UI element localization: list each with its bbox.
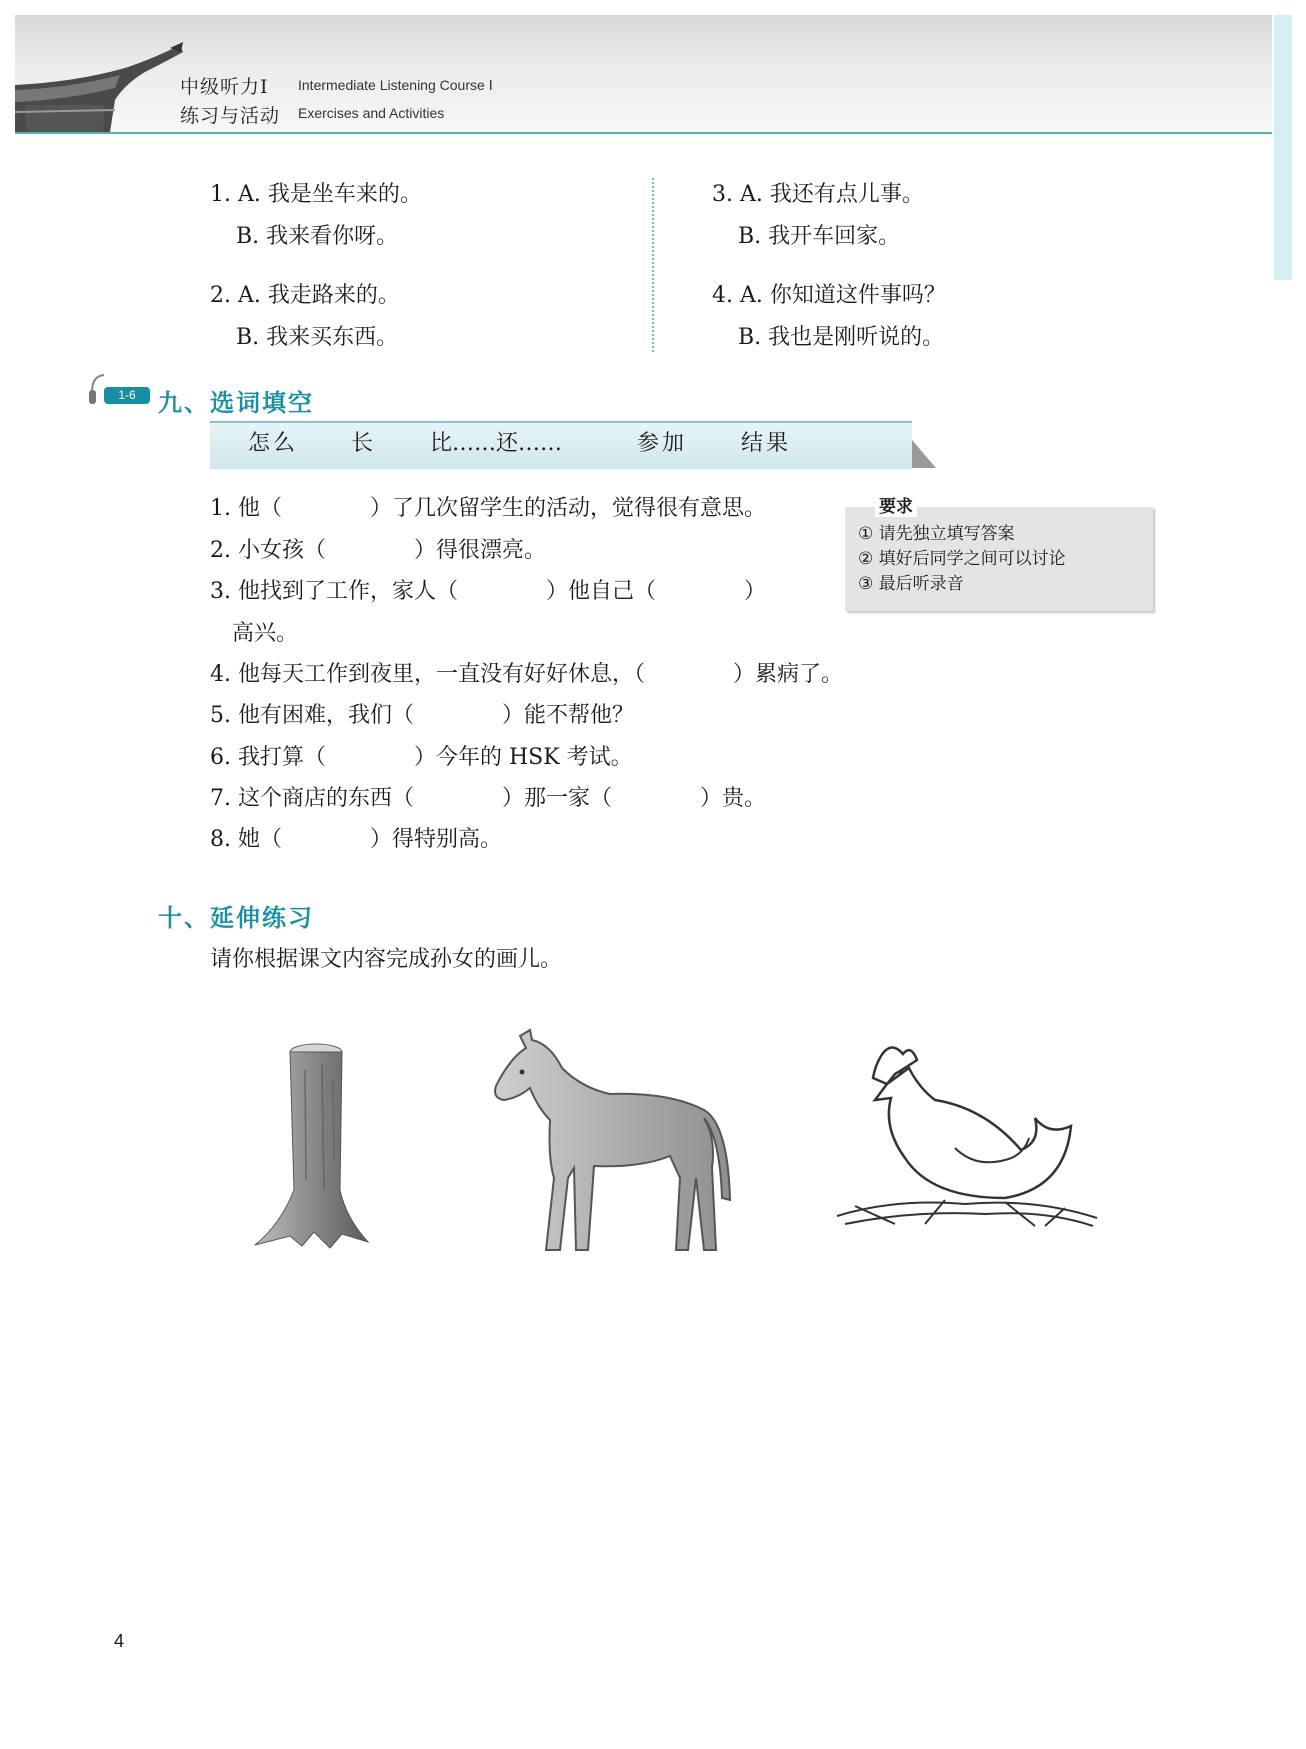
option-1a: 1. A. 我是坐车来的。 bbox=[210, 182, 422, 207]
section-9-title: 九、选词填空 bbox=[158, 389, 314, 417]
header-title-en: Intermediate Listening Course Ⅰ bbox=[298, 77, 493, 93]
header-title-cn: 中级听力Ⅰ bbox=[180, 76, 269, 98]
word-bank-item: 长 bbox=[351, 431, 377, 456]
question-3-cont: 高兴。 bbox=[232, 621, 299, 646]
requirements-title: 要求 bbox=[875, 492, 917, 517]
option-4b: B. 我也是刚听说的。 bbox=[738, 325, 945, 350]
tree-stump-drawing bbox=[250, 1040, 390, 1255]
word-bank-fold bbox=[912, 440, 936, 468]
option-2b: B. 我来买东西。 bbox=[236, 325, 399, 350]
question-2: 2. 小女孩（ ）得很漂亮。 bbox=[210, 538, 546, 563]
word-bank-item: 结果 bbox=[741, 431, 792, 456]
question-8: 8. 她（ ）得特别高。 bbox=[210, 827, 502, 852]
requirement-item: ① 请先独立填写答案 bbox=[858, 524, 1015, 544]
word-bank-item: 参加 bbox=[637, 431, 688, 456]
question-4: 4. 他每天工作到夜里，一直没有好好休息，（ ）累病了。 bbox=[210, 662, 843, 687]
option-4a: 4. A. 你知道这件事吗？ bbox=[712, 283, 946, 308]
question-6: 6. 我打算（ ）今年的 HSK 考试。 bbox=[210, 745, 633, 770]
column-divider bbox=[652, 178, 654, 352]
requirement-item: ② 填好后同学之间可以讨论 bbox=[858, 549, 1066, 569]
question-5: 5. 他有困难，我们（ ）能不帮他？ bbox=[210, 703, 634, 728]
header-subtitle-cn: 练习与活动 bbox=[180, 105, 281, 127]
option-3b: B. 我开车回家。 bbox=[738, 224, 901, 249]
question-3: 3. 他找到了工作，家人（ ）他自己（ ） bbox=[210, 579, 766, 604]
section-10-title: 十、延伸练习 bbox=[158, 904, 314, 932]
page-number: 4 bbox=[114, 1631, 125, 1651]
audio-track-badge[interactable]: 1-6 bbox=[104, 387, 150, 404]
word-bank-item: 怎么 bbox=[248, 431, 299, 456]
word-bank-item: 比……还…… bbox=[430, 431, 563, 456]
option-3a: 3. A. 我还有点儿事。 bbox=[712, 182, 924, 207]
header-rule bbox=[15, 132, 1272, 134]
question-7: 7. 这个商店的东西（ ）那一家（ ）贵。 bbox=[210, 786, 766, 811]
side-tab bbox=[1274, 15, 1292, 280]
hen-drawing bbox=[835, 1038, 1105, 1248]
question-1: 1. 他（ ）了几次留学生的活动，觉得很有意思。 bbox=[210, 496, 766, 521]
section-10-instruction: 请你根据课文内容完成孙女的画儿。 bbox=[210, 947, 563, 972]
pavilion-roof-illustration bbox=[15, 40, 185, 132]
requirement-item: ③ 最后听录音 bbox=[858, 574, 964, 594]
option-1b: B. 我来看你呀。 bbox=[236, 224, 399, 249]
header-subtitle-en: Exercises and Activities bbox=[298, 105, 445, 121]
horse-drawing bbox=[490, 1028, 740, 1258]
option-2a: 2. A. 我走路来的。 bbox=[210, 283, 400, 308]
